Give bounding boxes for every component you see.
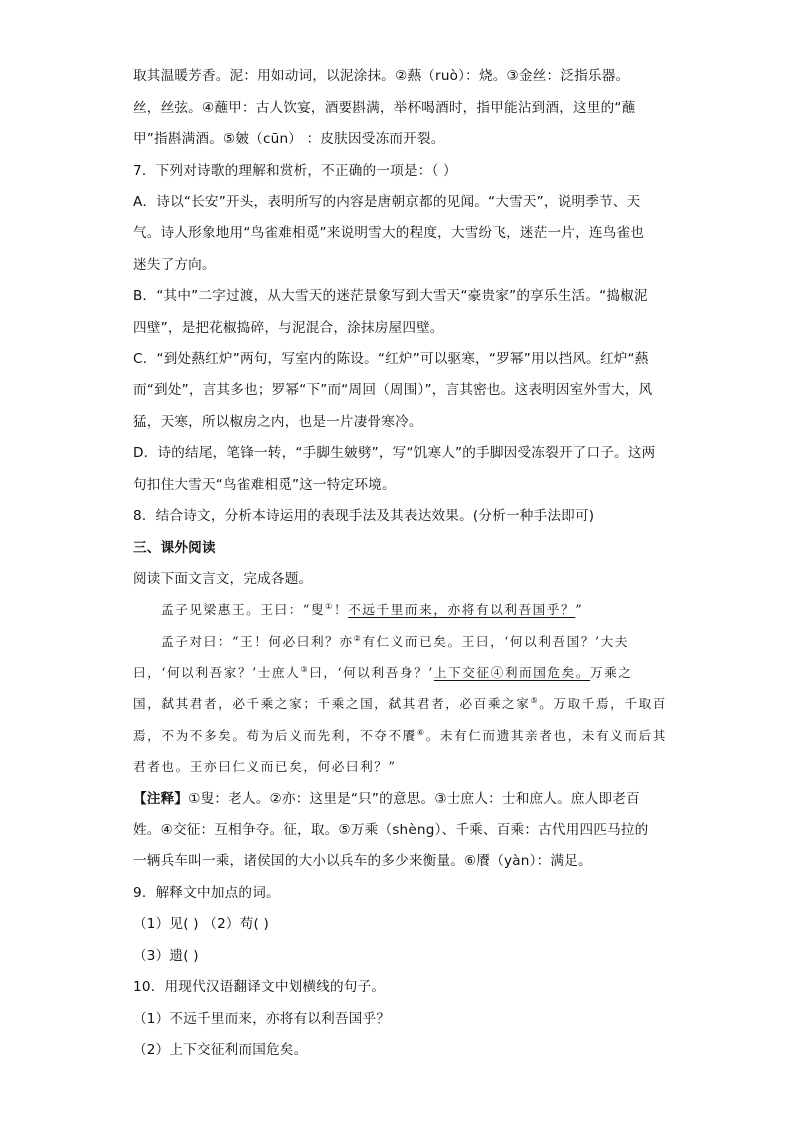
footnote-mark: ③ (300, 664, 310, 674)
passage-text: 曰，‘何以利吾身？’ (309, 665, 434, 680)
question-7-stem: 7．下列对诗歌的理解和赏析，不正确的一项是：（ ） (133, 163, 457, 179)
notes-continued-line: 甲”指斟满酒。⑤皴（cūn） ：皮肤因受冻而开裂。 (133, 131, 445, 147)
notes-line (133, 789, 663, 809)
passage-line (161, 632, 691, 652)
notes-line: 一辆兵车叫一乘，诸侯国的大小以兵车的多少来衡量。⑥餍（yàn）：满足。 (133, 853, 592, 869)
q7-option-c: 猛，天寒，所以椒房之内，也是一片凄骨寒冷。 (133, 414, 423, 430)
passage-line (133, 726, 667, 746)
footnote-mark: ① (325, 601, 334, 611)
passage-text: ” (575, 602, 584, 617)
footnote-mark: ② (353, 633, 363, 643)
passage-line: 君者也。王亦曰仁义而已矣，何必曰利？” (133, 759, 397, 774)
notes-continued-line: 丝，丝弦。④蘸甲：古人饮宴，酒要斟满，举杯喝酒时，指甲能沾到酒，这里的“蘸 (133, 100, 636, 116)
q10-sentence-2: （2）上下交征利而国危矣。 (133, 1042, 308, 1058)
passage-line (161, 600, 691, 620)
notes-continued-line: 取其温暖芳香。泥：用如动词，以泥涂抹。②爇（ruò）：烧。③金丝：泛指乐器。 (133, 68, 630, 84)
q7-option-d: 句扣住大雪天“鸟雀难相觅”这一特定环境。 (133, 477, 396, 493)
question-9-stem: 9．解释文中加点的词。 (133, 885, 280, 901)
passage-text: 万乘之 (590, 665, 633, 680)
notes-label: 【注释】 (133, 791, 189, 807)
notes-line: 姓。④交征：互相争夺。征，取。⑤万乘（shèng）、千乘、百乘：古代用四匹马拉的 (133, 822, 649, 838)
q7-option-b: B．“其中”二字过渡，从大雪天的迷茫景象写到大雪天“豪贵家”的享乐生活。“捣椒泥 (133, 288, 648, 304)
underlined-sentence-1: 不远千里而来，亦将有以利吾国乎？ (348, 602, 576, 617)
passage-text: 焉，不为不多矣。苟为后义而先利，不夺不餍 (133, 728, 417, 743)
section-3-title: 三、课外阅读 (133, 540, 216, 556)
passage-text: 。万取千焉，千取百 (539, 696, 667, 711)
question-10-stem: 10．用现代汉语翻译文中划横线的句子。 (133, 979, 386, 995)
question-8-stem: 8．结合诗文，分析本诗运用的表现手法及其表达效果。(分析一种手法即可) (133, 508, 595, 524)
passage-text: 。未有仁而遗其亲者也，未有义而后其 (425, 728, 667, 743)
q10-sentence-1: （1）不远千里而来，亦将有以利吾国乎？ (133, 1011, 391, 1027)
passage-text: 孟子对曰：“王！何必曰利？亦 (161, 634, 354, 649)
notes-text: ①叟：老人。②亦：这里是“只”的意思。③士庶人：士和庶人。庶人即老百 (188, 791, 640, 807)
passage-text: 曰，‘何以利吾家？’士庶人 (133, 665, 301, 680)
passage-line (133, 694, 667, 714)
q7-option-a: 迷失了方向。 (133, 257, 216, 273)
passage-text: 国，弑其君者，必千乘之家；千乘之国，弑其君者，必百乘之家 (133, 696, 531, 711)
footnote-mark: ⑥ (416, 727, 426, 737)
footnote-mark: ⑤ (530, 695, 540, 705)
passage-text: 有仁义而已矣。王曰，‘何以利吾国？’大夫 (362, 634, 630, 649)
passage-line (133, 663, 663, 683)
q7-option-c: 而“到处”，言其多也；罗幂“下”而“周回（周围）”，言其密也。这表明因室外雪大，风 (133, 382, 653, 398)
q9-answer-row: （3）遗( ) (133, 948, 199, 964)
passage-text: ！ (333, 602, 349, 617)
underlined-sentence-2: 上下交征④利而国危矣。 (433, 665, 591, 680)
q7-option-b: 四壁”，是把花椒捣碎，与泥混合，涂抹房屋四壁。 (133, 320, 444, 336)
q7-option-a: 气。诗人形象地用“鸟雀难相觅”来说明雪大的程度，大雪纷飞，迷茫一片，连鸟雀也 (133, 225, 645, 241)
q7-option-d: D．诗的结尾，笔锋一转，“手脚生皴劈”，写“饥寒人”的手脚因受冻裂开了口子。这两 (133, 445, 656, 461)
reading-intro: 阅读下面文言文，完成各题。 (133, 571, 313, 587)
passage-text: 孟子见梁惠王。王曰：“叟 (161, 602, 326, 617)
q7-option-c: C．“到处爇红炉”两句，写室内的陈设。“红炉”可以驱寒，“罗幂”用以挡风。红炉“爇 (133, 351, 649, 367)
q9-answer-row: （1）见( ) （2）苟( ) (133, 916, 270, 932)
q7-option-a: A．诗以“长安”开头，表明所写的内容是唐朝京都的见闻。“大雪天”，说明季节、天 (133, 194, 641, 210)
